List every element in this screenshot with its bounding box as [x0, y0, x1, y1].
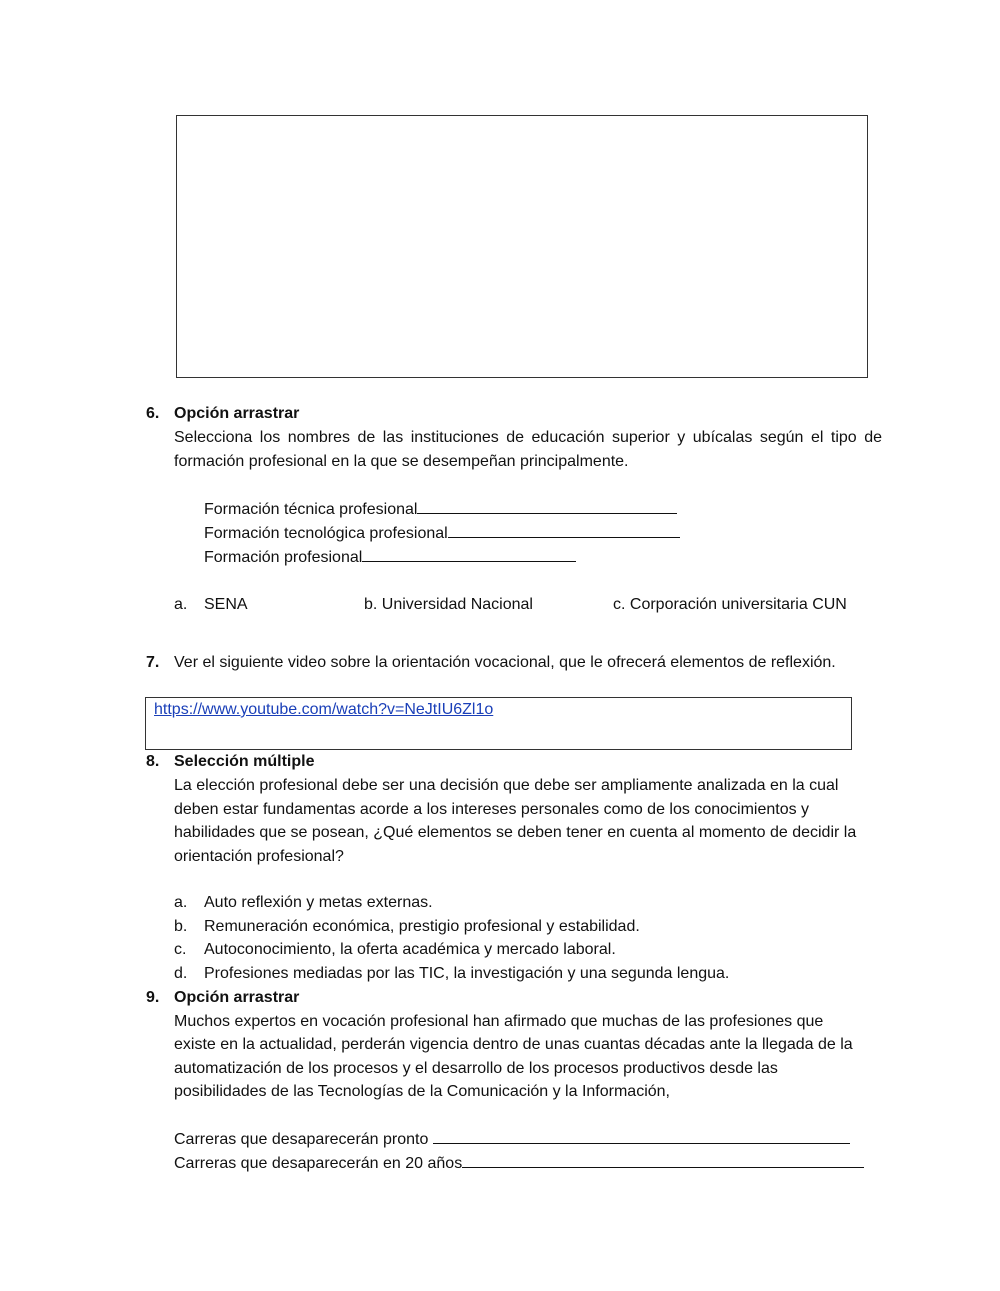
question-prompt-line: formación profesional en la que se desempeñan principalmente.	[174, 453, 629, 470]
option-text: c. Corporación universitaria CUN	[613, 596, 847, 613]
option-letter: d.	[174, 965, 188, 982]
question-prompt-line: habilidades que se posean, ¿Qué elementos se deben tener en cuenta al momento de decidir la	[174, 824, 857, 841]
question-prompt-line: existe en la actualidad, perderán vigencia dentro de unas cuantas décadas ante la llegada de la	[174, 1036, 853, 1053]
question-prompt-line: automatización de los procesos y el desarrollo de los procesos productivos desde las	[174, 1060, 778, 1077]
drop-target-line[interactable]	[417, 498, 677, 514]
link-box	[145, 697, 852, 750]
question-prompt-line: La elección profesional debe ser una decisión que debe ser ampliamente analizada en la cual	[174, 777, 839, 794]
choice-option[interactable]	[174, 891, 433, 915]
question-prompt-line: posibilidades de las Tecnologías de la Comunicación y la Información,	[174, 1083, 670, 1100]
question-prompt-line: deben estar fundamentas acorde a los intereses personales como de los conocimientos y	[174, 801, 810, 818]
drop-target-line[interactable]	[462, 1152, 864, 1168]
drop-field	[204, 498, 677, 522]
question-title: Opción arrastrar	[174, 989, 300, 1006]
option-text: b. Universidad Nacional	[364, 596, 533, 613]
option-text: Autoconocimiento, la oferta académica y mercado laboral.	[204, 941, 616, 958]
drop-field	[174, 1152, 864, 1176]
option-text: Profesiones mediadas por las TIC, la investigación y una segunda lengua.	[204, 965, 730, 982]
question-number: 6.	[146, 405, 160, 422]
question-text: Ver el siguiente video sobre la orientación vocacional, que le ofrecerá elementos de reflexión.	[174, 654, 836, 671]
choice-option[interactable]	[174, 915, 640, 939]
video-link[interactable]: https://www.youtube.com/watch?v=NeJtIU6Zl1o	[154, 701, 494, 718]
question-title: Opción arrastrar	[174, 405, 300, 422]
drop-field	[204, 546, 576, 570]
question-number: 9.	[146, 989, 160, 1006]
drop-field-label: Formación tecnológica profesional	[204, 525, 448, 542]
answer-box[interactable]	[176, 115, 868, 378]
option-letter: a.	[174, 894, 188, 911]
drop-field-label: Formación profesional	[204, 549, 363, 566]
drop-field	[174, 1128, 850, 1152]
option-text: SENA	[204, 596, 248, 613]
drag-option[interactable]	[364, 593, 533, 617]
drop-field-label: Formación técnica profesional	[204, 501, 418, 518]
question-title: Selección múltiple	[174, 753, 315, 770]
option-letter: a.	[174, 596, 188, 613]
drop-field	[204, 522, 680, 546]
question-prompt-line: Selecciona los nombres de las instituciones de educación superior y ubícalas según el tipo de	[174, 429, 882, 446]
option-text: Remuneración económica, prestigio profesional y estabilidad.	[204, 918, 640, 935]
drag-option[interactable]	[613, 593, 847, 617]
option-text: Auto reflexión y metas externas.	[204, 894, 433, 911]
question-number: 8.	[146, 753, 160, 770]
question-number: 7.	[146, 654, 160, 671]
question-prompt-line: orientación profesional?	[174, 848, 344, 865]
drop-field-label: Carreras que desaparecerán pronto	[174, 1131, 429, 1148]
question-prompt-line: Muchos expertos en vocación profesional han afirmado que muchas de las profesiones que	[174, 1013, 824, 1030]
drop-target-line[interactable]	[448, 522, 680, 538]
choice-option[interactable]	[174, 938, 616, 962]
drag-option[interactable]	[174, 593, 248, 617]
drop-field-label: Carreras que desaparecerán en 20 años	[174, 1155, 463, 1172]
choice-option[interactable]	[174, 962, 729, 986]
option-letter: b.	[174, 918, 188, 935]
drop-target-line[interactable]	[433, 1128, 850, 1144]
drop-target-line[interactable]	[362, 546, 576, 562]
option-letter: c.	[174, 941, 187, 958]
